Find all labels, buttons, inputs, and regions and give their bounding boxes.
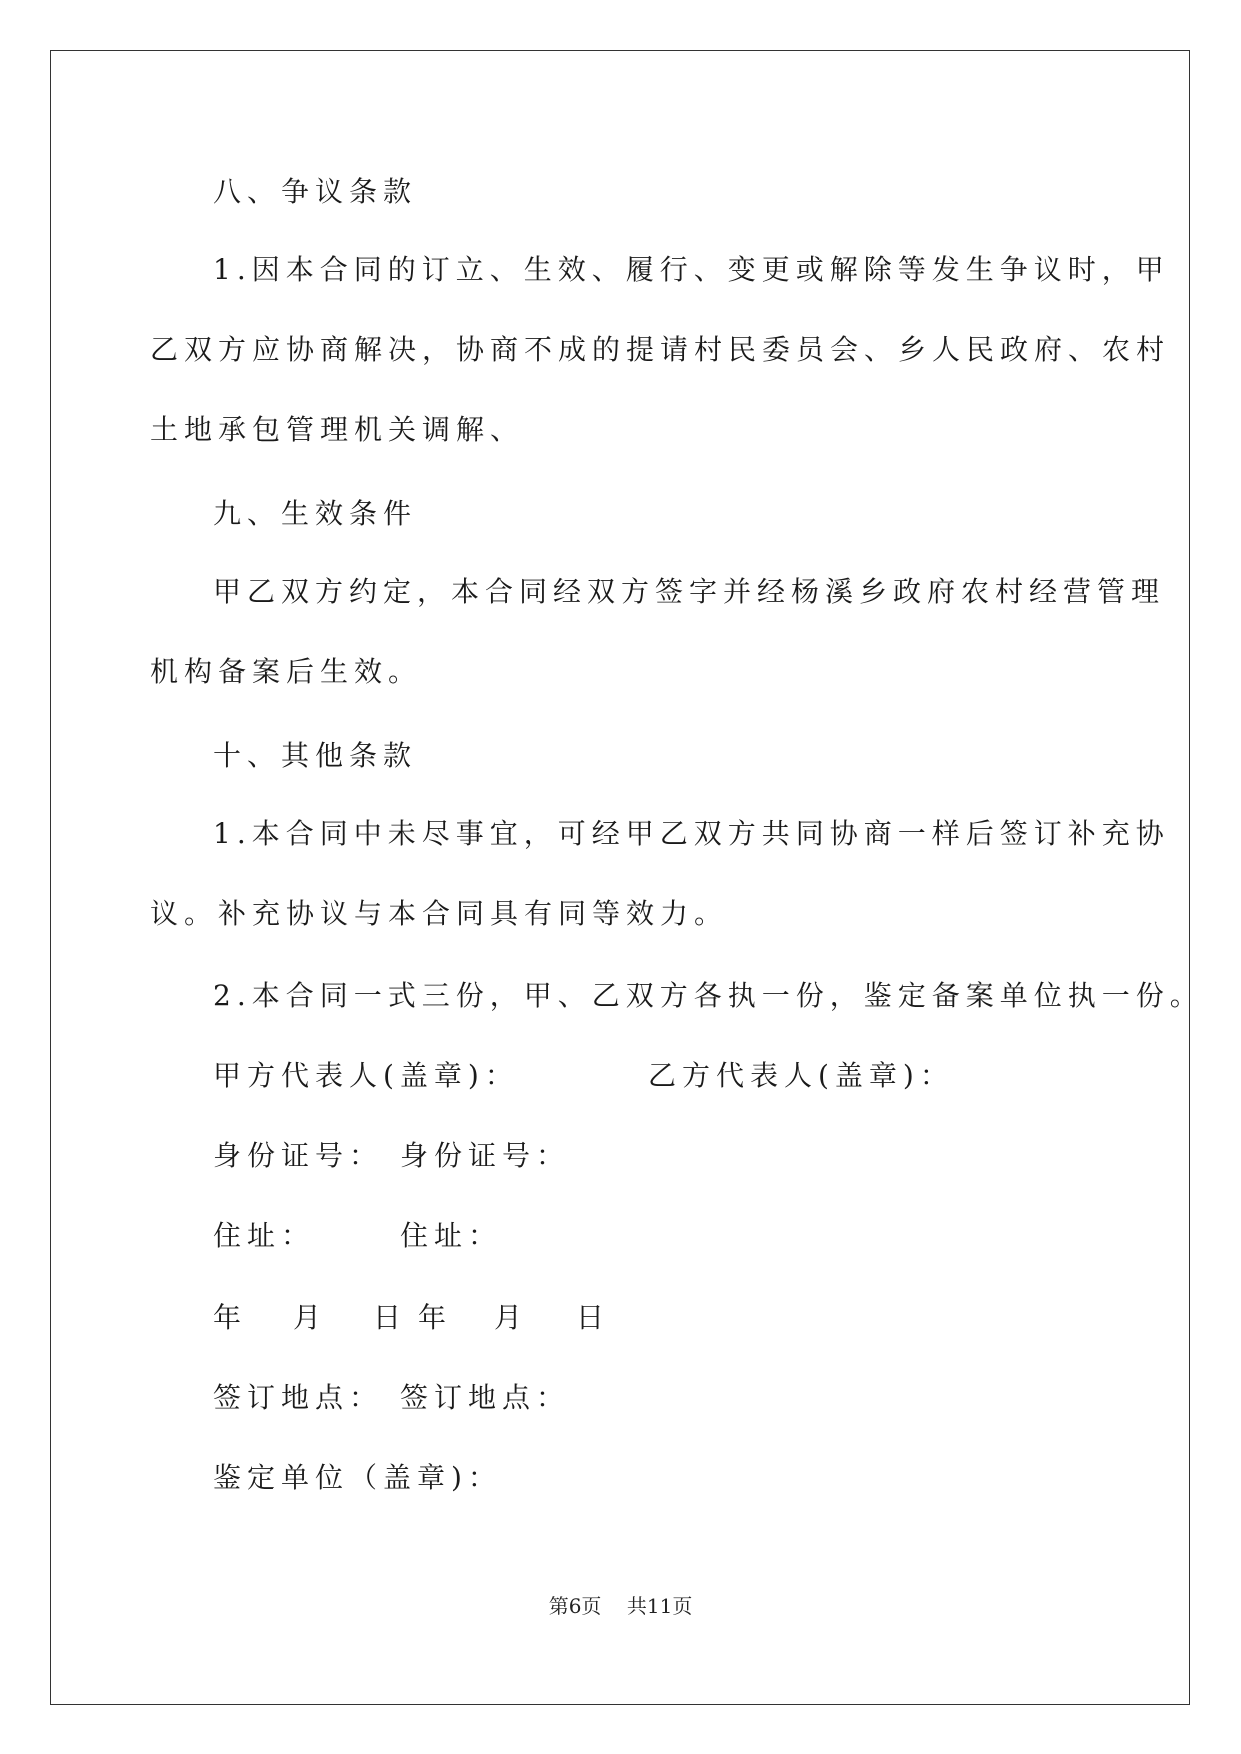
section-9-paragraph-line-2: 机构备案后生效。 [150,655,423,688]
party-a-address-label: 住址： [213,1219,316,1252]
section-8-heading: 八、争议条款 [213,175,418,208]
party-b-signing-place-label: 签订地点： [400,1381,571,1414]
date-year-a: 年 [213,1301,248,1334]
section-8-paragraph-1-line-3: 土地承包管理机关调解、 [150,413,525,446]
section-10-heading: 十、其他条款 [213,739,418,772]
section-10-paragraph-2: 2.本合同一式三份，甲、乙双方各执一份，鉴定备案单位执一份。 [213,979,1204,1012]
total-suffix: 页 [672,1594,693,1618]
section-8-paragraph-1-line-1: 1.因本合同的订立、生效、履行、变更或解除等发生争议时，甲 [213,253,1170,286]
section-9-paragraph-line-1: 甲乙双方约定，本合同经双方签字并经杨溪乡政府农村经营管理 [213,575,1166,608]
party-b-address-label: 住址： [400,1219,503,1252]
page-total-number: 11 [646,1594,673,1618]
party-a-id-number-label: 身份证号： [213,1139,384,1172]
appraisal-unit-label: 鉴定单位（盖章)： [213,1461,502,1494]
party-a-representative-label: 甲方代表人(盖章)： [213,1059,519,1092]
date-month-b: 月 [494,1301,529,1334]
party-a-signing-place-label: 签订地点： [213,1381,384,1414]
date-day-b: 日 [576,1301,611,1334]
party-b-id-number-label: 身份证号： [400,1139,571,1172]
party-b-representative-label: 乙方代表人(盖章)： [648,1059,954,1092]
total-prefix: 共 [626,1594,647,1618]
page-suffix: 页 [581,1594,602,1618]
date-day-a: 日 [373,1301,408,1334]
date-month-a: 月 [293,1301,328,1334]
section-10-paragraph-1-line-2: 议。补充协议与本合同具有同等效力。 [150,897,729,930]
page-current-number: 6 [568,1594,582,1618]
date-year-b: 年 [418,1301,453,1334]
section-9-heading: 九、生效条件 [213,497,418,530]
page-prefix: 第 [548,1594,569,1618]
signing-date-row [0,1298,1241,1338]
section-8-paragraph-1-line-2: 乙双方应协商解决，协商不成的提请村民委员会、乡人民政府、农村 [150,333,1171,366]
page-number-footer [0,1592,1241,1620]
page-border [50,50,1190,1705]
section-10-paragraph-1-line-1: 1.本合同中未尽事宜，可经甲乙双方共同协商一样后签订补充协 [213,817,1170,850]
